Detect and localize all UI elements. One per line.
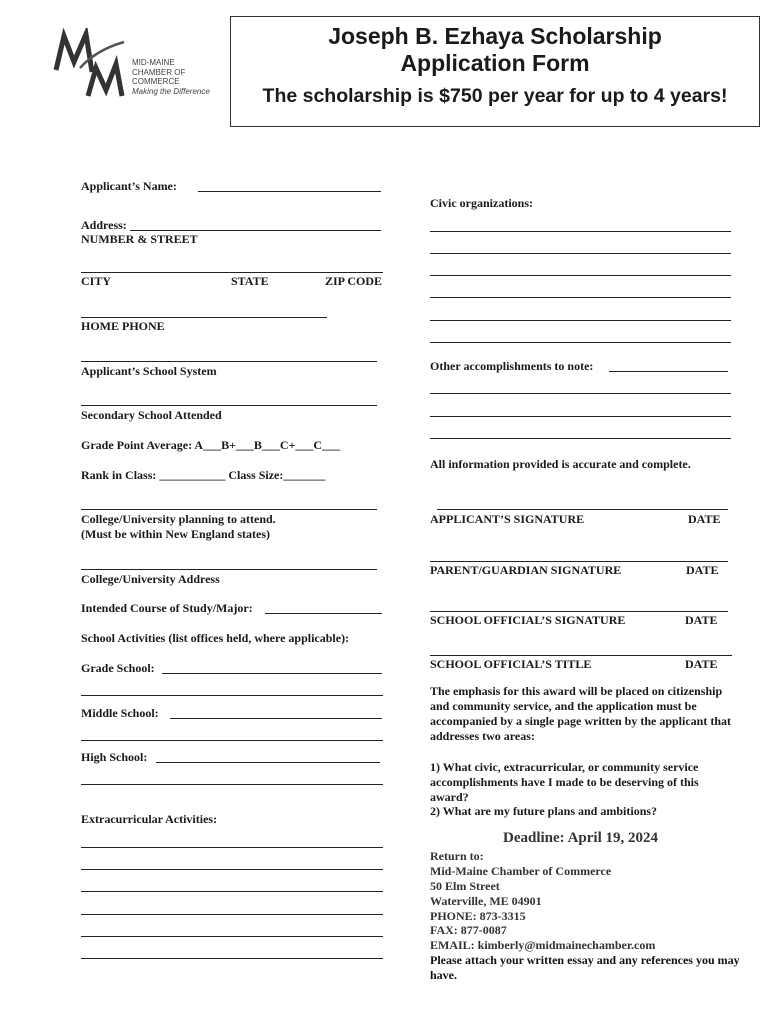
middle-school-field[interactable] xyxy=(170,718,382,719)
phone: PHONE: 873-3315 xyxy=(430,909,526,923)
school-system-field[interactable] xyxy=(81,361,377,362)
logo-line-3: COMMERCE xyxy=(132,77,180,86)
college-note: (Must be within New England states) xyxy=(81,527,271,541)
middle-school-field-2[interactable] xyxy=(81,740,383,741)
logo-tagline: Making the Difference xyxy=(132,86,210,96)
grade-school-label: Grade School: xyxy=(81,661,155,675)
parent-signature-field[interactable] xyxy=(430,561,728,562)
high-school-field-2[interactable] xyxy=(81,784,383,785)
other-line[interactable] xyxy=(430,393,731,394)
official-date-label: DATE xyxy=(685,613,718,627)
official-signature-label: SCHOOL OFFICIAL’S SIGNATURE xyxy=(430,613,626,627)
certify-statement: All information provided is accurate and complete. xyxy=(430,457,691,471)
rank-field[interactable]: Rank in Class: ___________ Class Size:_______ xyxy=(81,468,326,482)
city-address: Waterville, ME 04901 xyxy=(430,894,542,908)
applicant-date-label: DATE xyxy=(688,512,721,526)
middle-school-label: Middle School: xyxy=(81,706,159,720)
city-label: CITY xyxy=(81,274,112,288)
extracurricular-line[interactable] xyxy=(81,936,383,937)
official-title-date-label: DATE xyxy=(685,657,718,671)
emphasis-paragraph: The emphasis for this award will be placed on citizenship and community service, and the application must be accompanied by a single page written by the applicant that addresses two areas: xyxy=(430,684,732,743)
email-link[interactable]: EMAIL: kimberly@midmainechamber.com xyxy=(430,938,656,952)
extracurricular-line[interactable] xyxy=(81,847,383,848)
city-state-zip-field[interactable] xyxy=(81,272,383,273)
page-title-line-1: Joseph B. Ezhaya Scholarship xyxy=(328,23,662,49)
parent-signature-label: PARENT/GUARDIAN SIGNATURE xyxy=(430,563,622,577)
extracurricular-label: Extracurricular Activities: xyxy=(81,812,218,826)
applicant-signature-field[interactable] xyxy=(437,509,728,510)
course-label: Intended Course of Study/Major: xyxy=(81,601,253,615)
extracurricular-line[interactable] xyxy=(81,869,383,870)
address-field[interactable] xyxy=(130,230,381,231)
other-accomplishments-label: Other accomplishments to note: xyxy=(430,359,594,373)
deadline: Deadline: April 19, 2024 xyxy=(503,830,659,846)
other-line[interactable] xyxy=(430,438,731,439)
number-street-label: NUMBER & STREET xyxy=(81,232,198,246)
fax: FAX: 877-0087 xyxy=(430,923,507,937)
state-label: STATE xyxy=(231,274,269,288)
home-phone-field[interactable] xyxy=(81,317,327,318)
secondary-school-field[interactable] xyxy=(81,405,377,406)
civic-label: Civic organizations: xyxy=(430,196,533,210)
logo-line-2: CHAMBER OF xyxy=(132,67,186,77)
logo-line-1: MID-MAINE xyxy=(132,58,175,67)
civic-line[interactable] xyxy=(430,253,731,254)
civic-line[interactable] xyxy=(430,320,731,321)
org-name: Mid-Maine Chamber of Commerce xyxy=(430,864,612,878)
official-title-field[interactable] xyxy=(430,655,732,656)
return-to: Return to: xyxy=(430,849,484,863)
gpa-field[interactable]: Grade Point Average: A___B+___B___C+___C___ xyxy=(81,438,341,452)
secondary-school-label: Secondary School Attended xyxy=(81,408,222,422)
question-1: 1) What civic, extracurricular, or community service accomplishments have I made to be deserving of this award? xyxy=(430,760,699,804)
address-label: Address: xyxy=(81,218,127,232)
college-plan-label: College/University planning to attend. xyxy=(81,512,276,526)
official-title-label: SCHOOL OFFICIAL’S TITLE xyxy=(430,657,592,671)
page-title-line-2: Application Form xyxy=(400,50,590,76)
school-system-label: Applicant’s School System xyxy=(81,364,217,378)
civic-line[interactable] xyxy=(430,297,731,298)
extracurricular-line[interactable] xyxy=(81,914,383,915)
home-phone-label: HOME PHONE xyxy=(81,319,165,333)
attach-note: Please attach your written essay and any references you may have. xyxy=(430,953,740,982)
course-field[interactable] xyxy=(265,613,382,614)
title-box xyxy=(230,16,760,127)
other-line[interactable] xyxy=(430,416,731,417)
civic-line[interactable] xyxy=(430,342,731,343)
civic-line[interactable] xyxy=(430,275,731,276)
high-school-field[interactable] xyxy=(156,762,380,763)
applicant-signature-label: APPLICANT’S SIGNATURE xyxy=(430,512,585,526)
question-2: 2) What are my future plans and ambitions? xyxy=(430,804,658,818)
parent-date-label: DATE xyxy=(686,563,719,577)
high-school-label: High School: xyxy=(81,750,148,764)
chamber-logo xyxy=(52,28,210,103)
civic-line[interactable] xyxy=(430,231,731,232)
official-signature-field[interactable] xyxy=(430,611,728,612)
mcm-monogram-icon xyxy=(52,28,132,103)
college-plan-field[interactable] xyxy=(81,509,377,510)
college-address-label: College/University Address xyxy=(81,572,220,586)
grade-school-field[interactable] xyxy=(162,673,382,674)
extracurricular-line[interactable] xyxy=(81,958,383,959)
applicant-name-field[interactable] xyxy=(198,191,381,192)
extracurricular-line[interactable] xyxy=(81,891,383,892)
street-address: 50 Elm Street xyxy=(430,879,500,893)
college-address-field[interactable] xyxy=(81,569,377,570)
activities-label: School Activities (list offices held, where applicable): xyxy=(81,631,350,645)
applicant-name-label: Applicant’s Name: xyxy=(81,179,177,193)
other-accomplishments-field[interactable] xyxy=(609,371,728,372)
grade-school-field-2[interactable] xyxy=(81,695,383,696)
zip-label: ZIP CODE xyxy=(325,274,383,288)
page-subtitle: The scholarship is $750 per year for up to 4 years! xyxy=(262,85,728,107)
